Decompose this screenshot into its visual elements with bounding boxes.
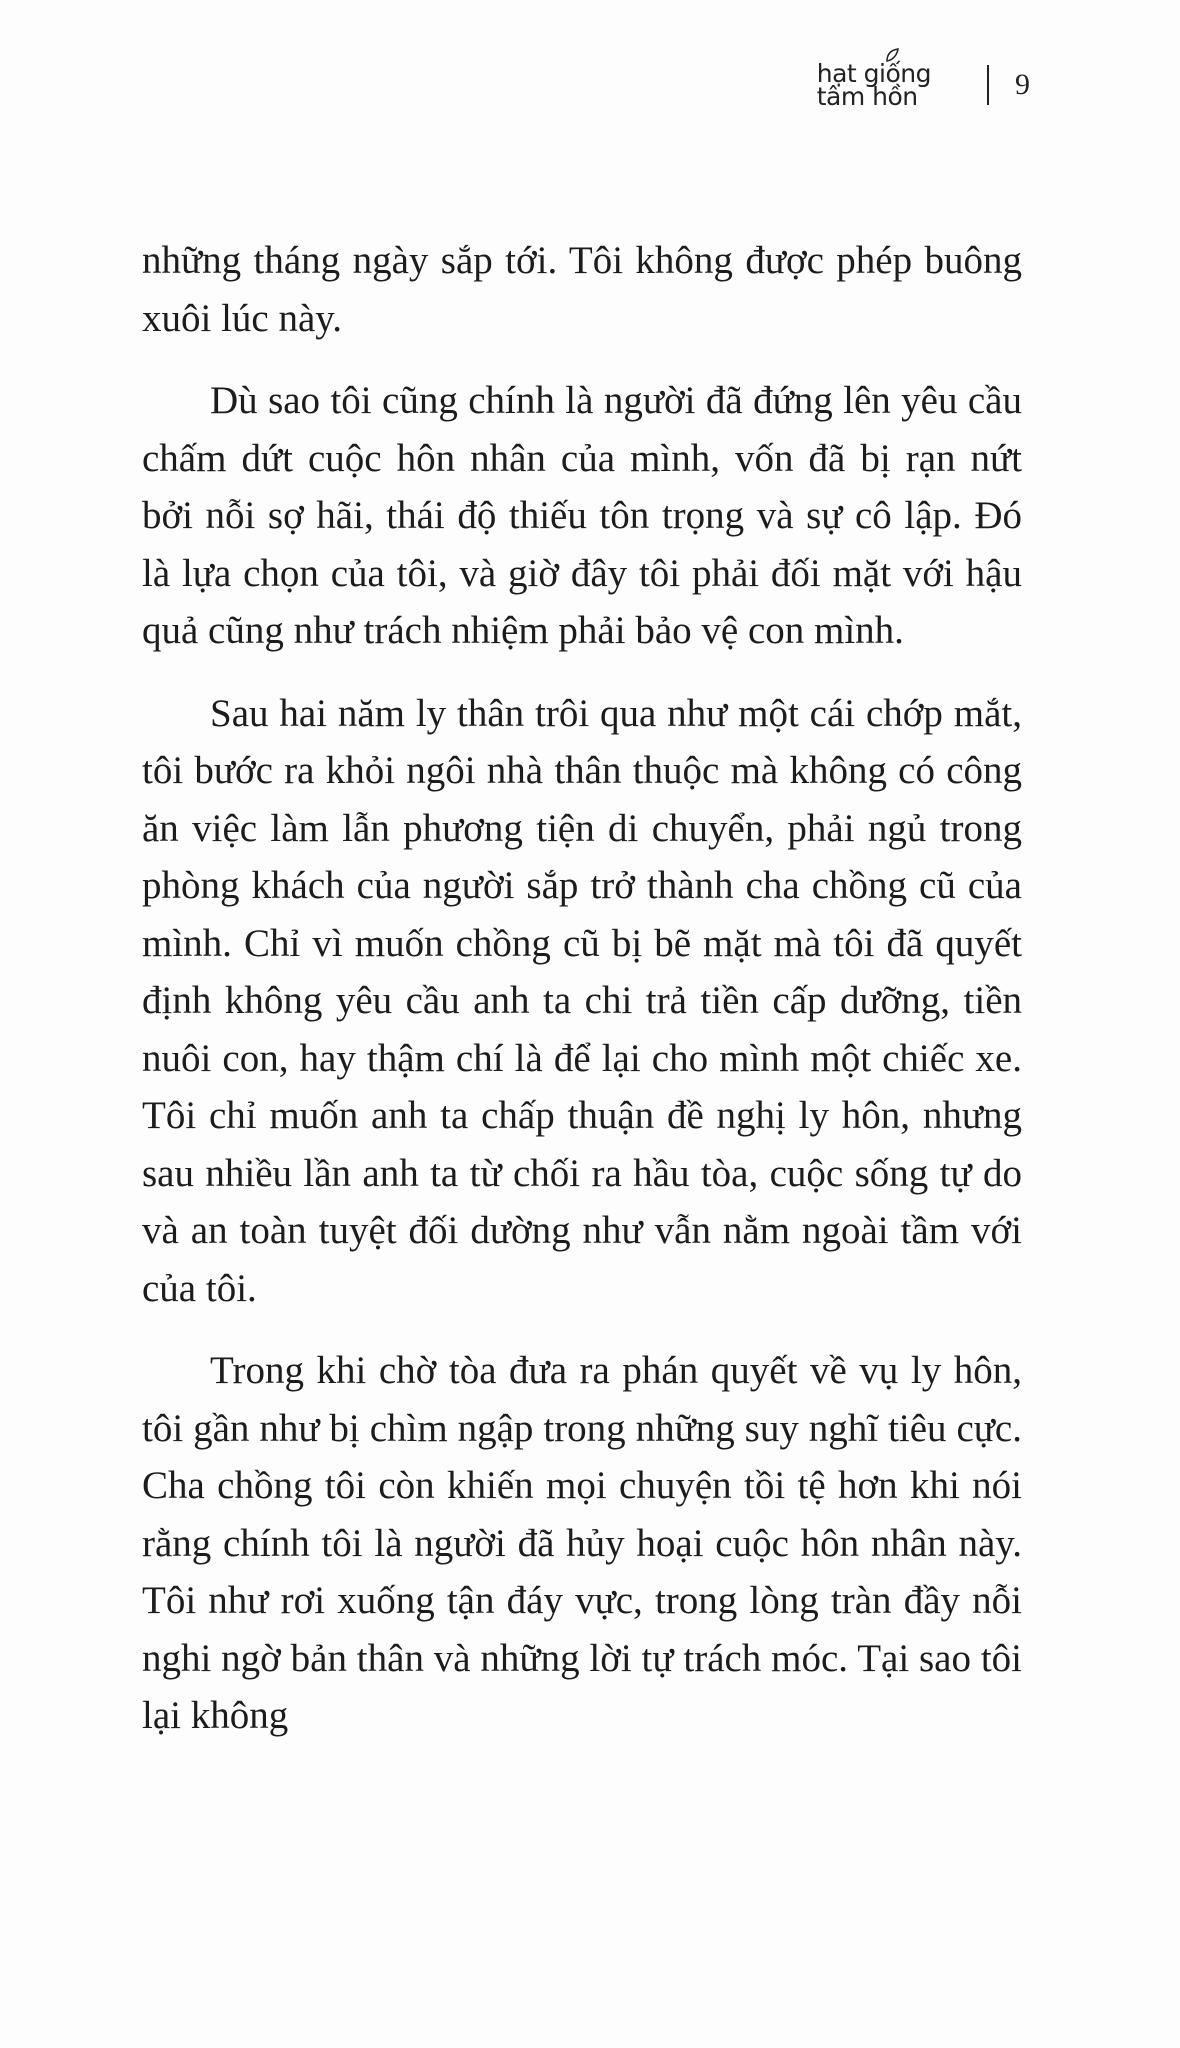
body-text	[142, 232, 1022, 1770]
leaf-icon	[885, 48, 899, 62]
brand-line-2: tâm hồn	[816, 82, 918, 111]
brand-logo	[816, 59, 931, 111]
page-number: 9	[1015, 68, 1030, 101]
running-header	[816, 59, 1030, 111]
brand-line-1: hạt giống	[816, 59, 931, 88]
paragraph-4: Trong khi chờ tòa đưa ra phán quyết về vụ ly hôn, tôi gần như bị chìm ngập trong những suy nghĩ tiêu cực. Cha chồng tôi còn khiến mọi chuyện tồi tệ hơn khi nói rằng chính tôi là người đã hủy hoại cuộc hôn nhân này. Tôi như rơi xuống tận đáy vực, trong lòng tràn đầy nỗi nghi ngờ bản thân và những lời tự trách móc. Tại sao tôi lại không	[142, 1349, 1022, 1737]
paragraph-2: Dù sao tôi cũng chính là người đã đứng lên yêu cầu chấm dứt cuộc hôn nhân của mình, vốn đã bị rạn nứt bởi nỗi sợ hãi, thái độ thiếu tôn trọng và sự cô lập. Đó là lựa chọn của tôi, và giờ đây tôi phải đối mặt với hậu quả cũng như trách nhiệm phải bảo vệ con mình.	[142, 379, 1022, 652]
paragraph-1: những tháng ngày sắp tới. Tôi không được phép buông xuôi lúc này.	[142, 239, 1022, 340]
paragraph-3: Sau hai năm ly thân trôi qua như một cái chớp mắt, tôi bước ra khỏi ngôi nhà thân thuộc mà không có công ăn việc làm lẫn phương tiện di chuyển, phải ngủ trong phòng khách của người sắp trở thành cha chồng cũ của mình. Chỉ vì muốn chồng cũ bị bẽ mặt mà tôi đã quyết định không yêu cầu anh ta chi trả tiền cấp dưỡng, tiền nuôi con, hay thậm chí là để lại cho mình một chiếc xe. Tôi chỉ muốn anh ta chấp thuận đề nghị ly hôn, nhưng sau nhiều lần anh ta từ chối ra hầu tòa, cuộc sống tự do và an toàn tuyệt đối dường như vẫn nằm ngoài tầm với của tôi.	[142, 691, 1022, 1310]
header-divider	[987, 65, 989, 105]
